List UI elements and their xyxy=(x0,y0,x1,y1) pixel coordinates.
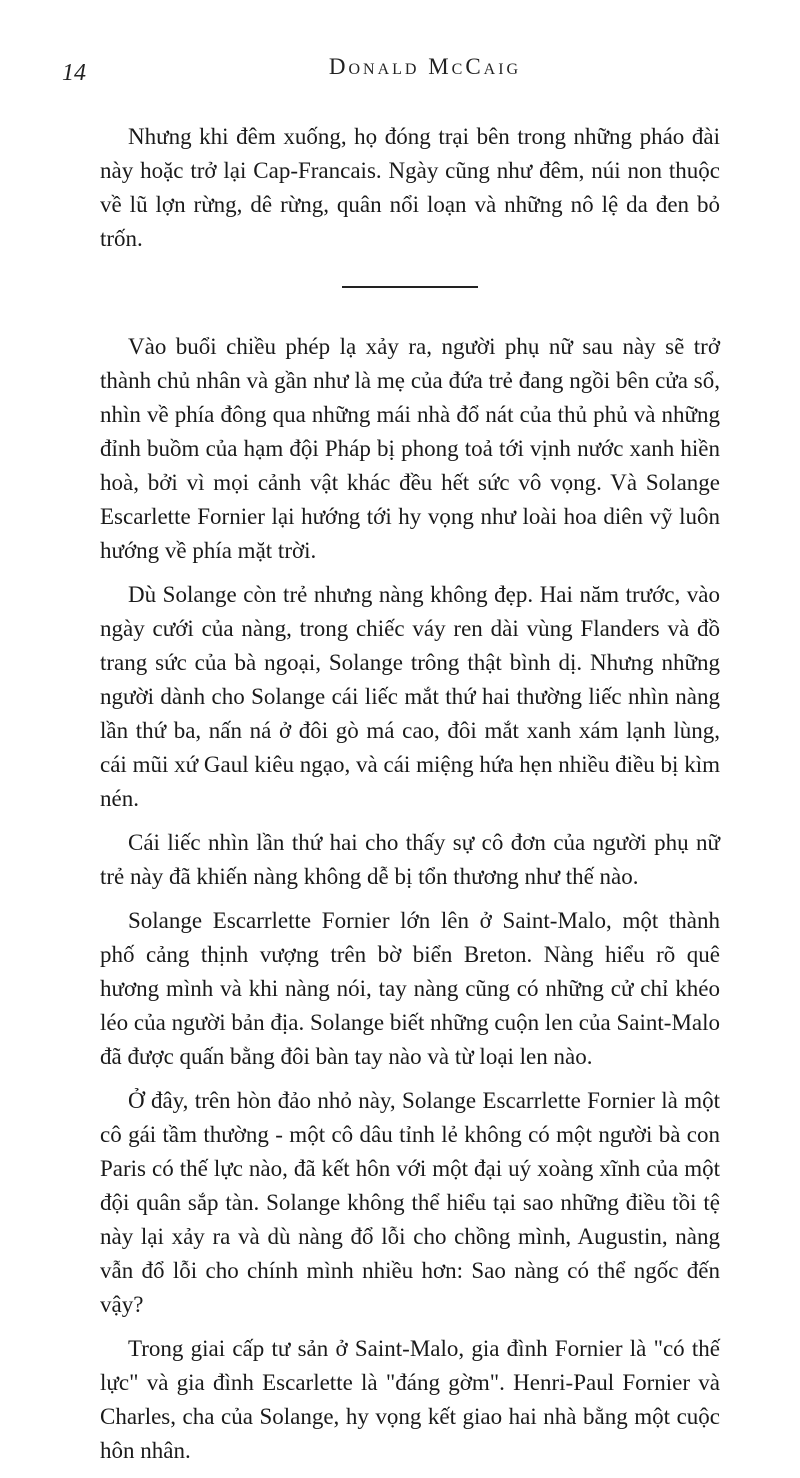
section-divider xyxy=(342,286,478,288)
running-header-author: Donald McCaig xyxy=(328,54,522,79)
paragraph: Solange Escarrlette Fornier lớn lên ở Saint-Malo, một thành phố cảng thịnh vượng trên bờ biển Breton. Nàng hiểu rõ quê hương mình và khi nàng nói, tay nàng cũng có những cử chỉ khéo léo của người bản địa. Solange biết những cuộn len của Saint-Malo đã được quấn bằng đôi bàn tay nào và từ loại len nào. xyxy=(100,908,720,1069)
paragraph: Trong giai cấp tư sản ở Saint-Malo, gia đình Fornier là "có thế lực" và gia đình Escarlette là "đáng gờm". Henri-Paul Fornier và Charles, cha của Solange, hy vọng kết giao hai nhà bằng một cuộc hôn nhân. xyxy=(100,1336,720,1463)
page-body xyxy=(100,120,720,1478)
paragraph: Dù Solange còn trẻ nhưng nàng không đẹp. Hai năm trước, vào ngày cưới của nàng, trong chiếc váy ren dài vùng Flanders và đồ trang sức của bà ngoại, Solange trông thật bình dị. Nhưng những người dành cho Solange cái liếc mắt thứ hai thường liếc nhìn nàng lần thứ ba, nấn ná ở đôi gò má cao, đôi mắt xanh xám lạnh lùng, cái mũi xứ Gaul kiêu ngạo, và cái miệng hứa hẹn nhiều điều bị kìm nén. xyxy=(100,582,720,811)
paragraph: Cái liếc nhìn lần thứ hai cho thấy sự cô đơn của người phụ nữ trẻ này đã khiến nàng không dễ bị tổn thương như thế nào. xyxy=(100,830,720,889)
paragraph: Nhưng khi đêm xuống, họ đóng trại bên trong những pháo đài này hoặc trở lại Cap-Francais. Ngày cũng như đêm, núi non thuộc về lũ lợn rừng, dê rừng, quân nổi loạn và những nô lệ da đen bỏ trốn. xyxy=(100,124,720,251)
page-number: 14 xyxy=(62,60,86,86)
paragraph: Vào buổi chiều phép lạ xảy ra, người phụ nữ sau này sẽ trở thành chủ nhân và gần như là mẹ của đứa trẻ đang ngồi bên cửa sổ, nhìn về phía đông qua những mái nhà đổ nát của thủ phủ và những đỉnh buồm của hạm đội Pháp bị phong toả tới vịnh nước xanh hiền hoà, bởi vì mọi cảnh vật khác đều hết sức vô vọng. Và Solange Escarlette Fornier lại hướng tới hy vọng như loài hoa diên vỹ luôn hướng về phía mặt trời. xyxy=(100,334,720,563)
paragraph: Ở đây, trên hòn đảo nhỏ này, Solange Escarrlette Fornier là một cô gái tầm thường - một cô dâu tỉnh lẻ không có một người bà con Paris có thế lực nào, đã kết hôn với một đại uý xoàng xĩnh của một đội quân sắp tàn. Solange không thể hiểu tại sao những điều tồi tệ này lại xảy ra và dù nàng đổ lỗi cho chồng mình, Augustin, nàng vẫn đổ lỗi cho chính mình nhiều hơn: Sao nàng có thể ngốc đến vậy? xyxy=(100,1088,720,1317)
